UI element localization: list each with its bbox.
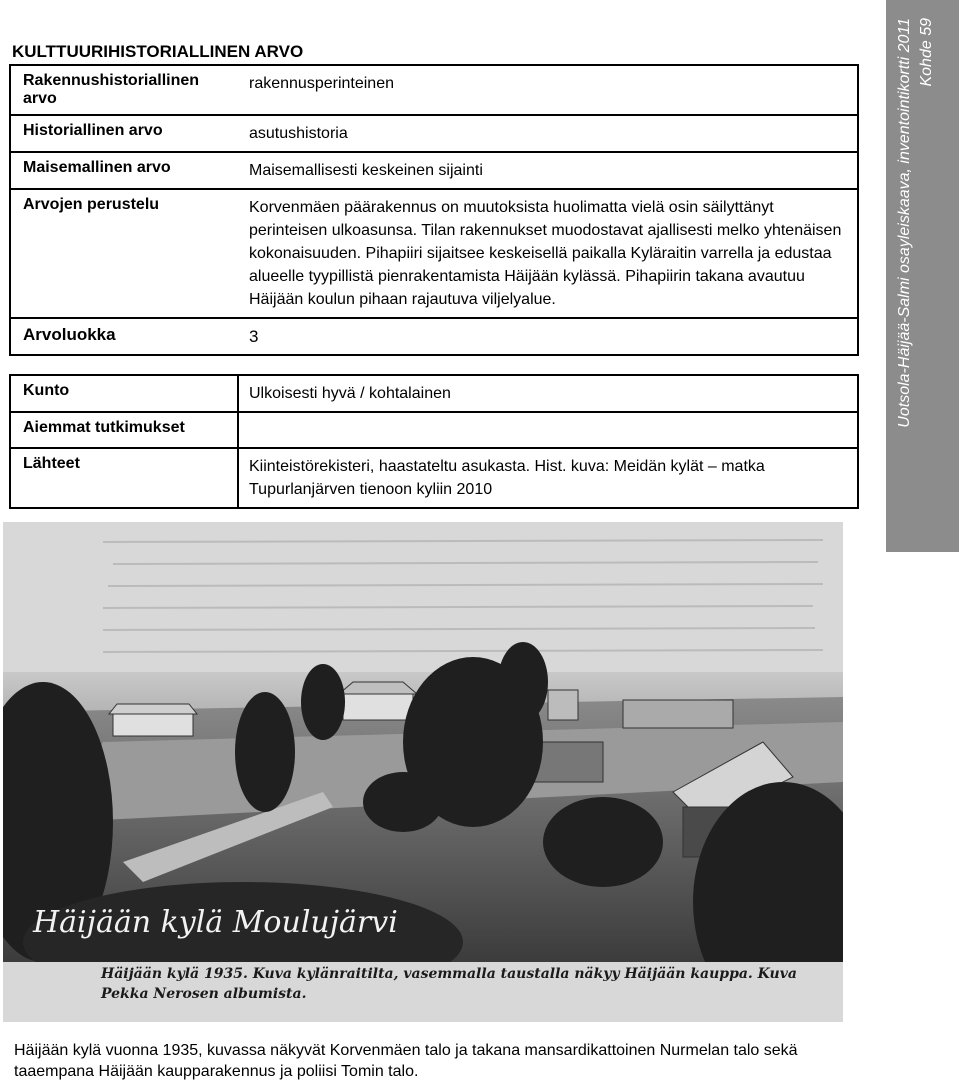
- row-label: Arvojen perustelu: [10, 189, 237, 318]
- photo-handwriting: Häijään kylä Moulujärvi: [33, 905, 398, 940]
- sidebar-line-1: Uotsola-Häijää-Salmi osayleiskaava, inventointikortti 2011: [896, 18, 913, 428]
- row-value: [238, 412, 858, 448]
- row-value: Kiinteistörekisteri, haastateltu asukasta. Hist. kuva: Meidän kylät – matka Tupurlanjärven tienoon kyliin 2010: [238, 448, 858, 508]
- row-label: Kunto: [10, 375, 238, 412]
- row-label: Lähteet: [10, 448, 238, 508]
- row-label: Rakennushistoriallinen arvo: [10, 65, 237, 115]
- row-value: Ulkoisesti hyvä / kohtalainen: [238, 375, 858, 412]
- document-sidebar: [886, 0, 959, 552]
- historic-photo: [3, 522, 843, 1022]
- sidebar-line-2: Kohde 59: [918, 18, 935, 87]
- table-row: [10, 412, 858, 448]
- row-value: rakennusperinteinen: [237, 65, 858, 115]
- table-row: [10, 115, 858, 152]
- row-value: Maisemallisesti keskeinen sijainti: [237, 152, 858, 189]
- row-value: 3: [237, 318, 858, 355]
- row-value: asutushistoria: [237, 115, 858, 152]
- table-row: [10, 375, 858, 412]
- row-value: Korvenmäen päärakennus on muutoksista huolimatta vielä osin säilyttänyt perinteisen ulkoasunsa. Tilan rakennukset muodostavat ajallisesti melko yhtenäisen kokonaisuuden. Pihapiiri sijaitsee keskeisellä paikalla Kyläraitin varrella ja edustaa alueelle tyypillistä pienrakentamista Häijään kylässä. Pihapiirin takana avautuu Häijään koulun pihaan rajautuva viljelyalue.: [237, 189, 858, 318]
- value-table: [9, 64, 859, 356]
- row-label: Historiallinen arvo: [10, 115, 237, 152]
- table-row: [10, 318, 858, 355]
- section-heading: KULTTUURIHISTORIALLINEN ARVO: [12, 42, 304, 61]
- condition-table: [9, 374, 859, 509]
- sidebar-text: [886, 0, 959, 552]
- table-row: [10, 152, 858, 189]
- row-label: Arvoluokka: [10, 318, 237, 355]
- row-label: Maisemallinen arvo: [10, 152, 237, 189]
- photo-caption-line-2: Pekka Nerosen albumista.: [101, 986, 307, 1002]
- photo-caption-line-1: Häijään kylä 1935. Kuva kylänraitilta, vasemmalla taustalla näkyy Häijään kauppa. Kuva: [101, 966, 797, 982]
- table-row: [10, 65, 858, 115]
- table-row: [10, 189, 858, 318]
- row-label: Aiemmat tutkimukset: [10, 412, 238, 448]
- table-row: [10, 448, 858, 508]
- photo-caption: Häijään kylä vuonna 1935, kuvassa näkyvät Korvenmäen talo ja takana mansardikattoinen Nurmelan talo sekä taaempana Häijään kaupparakennus ja poliisi Tomin talo.: [14, 1042, 798, 1080]
